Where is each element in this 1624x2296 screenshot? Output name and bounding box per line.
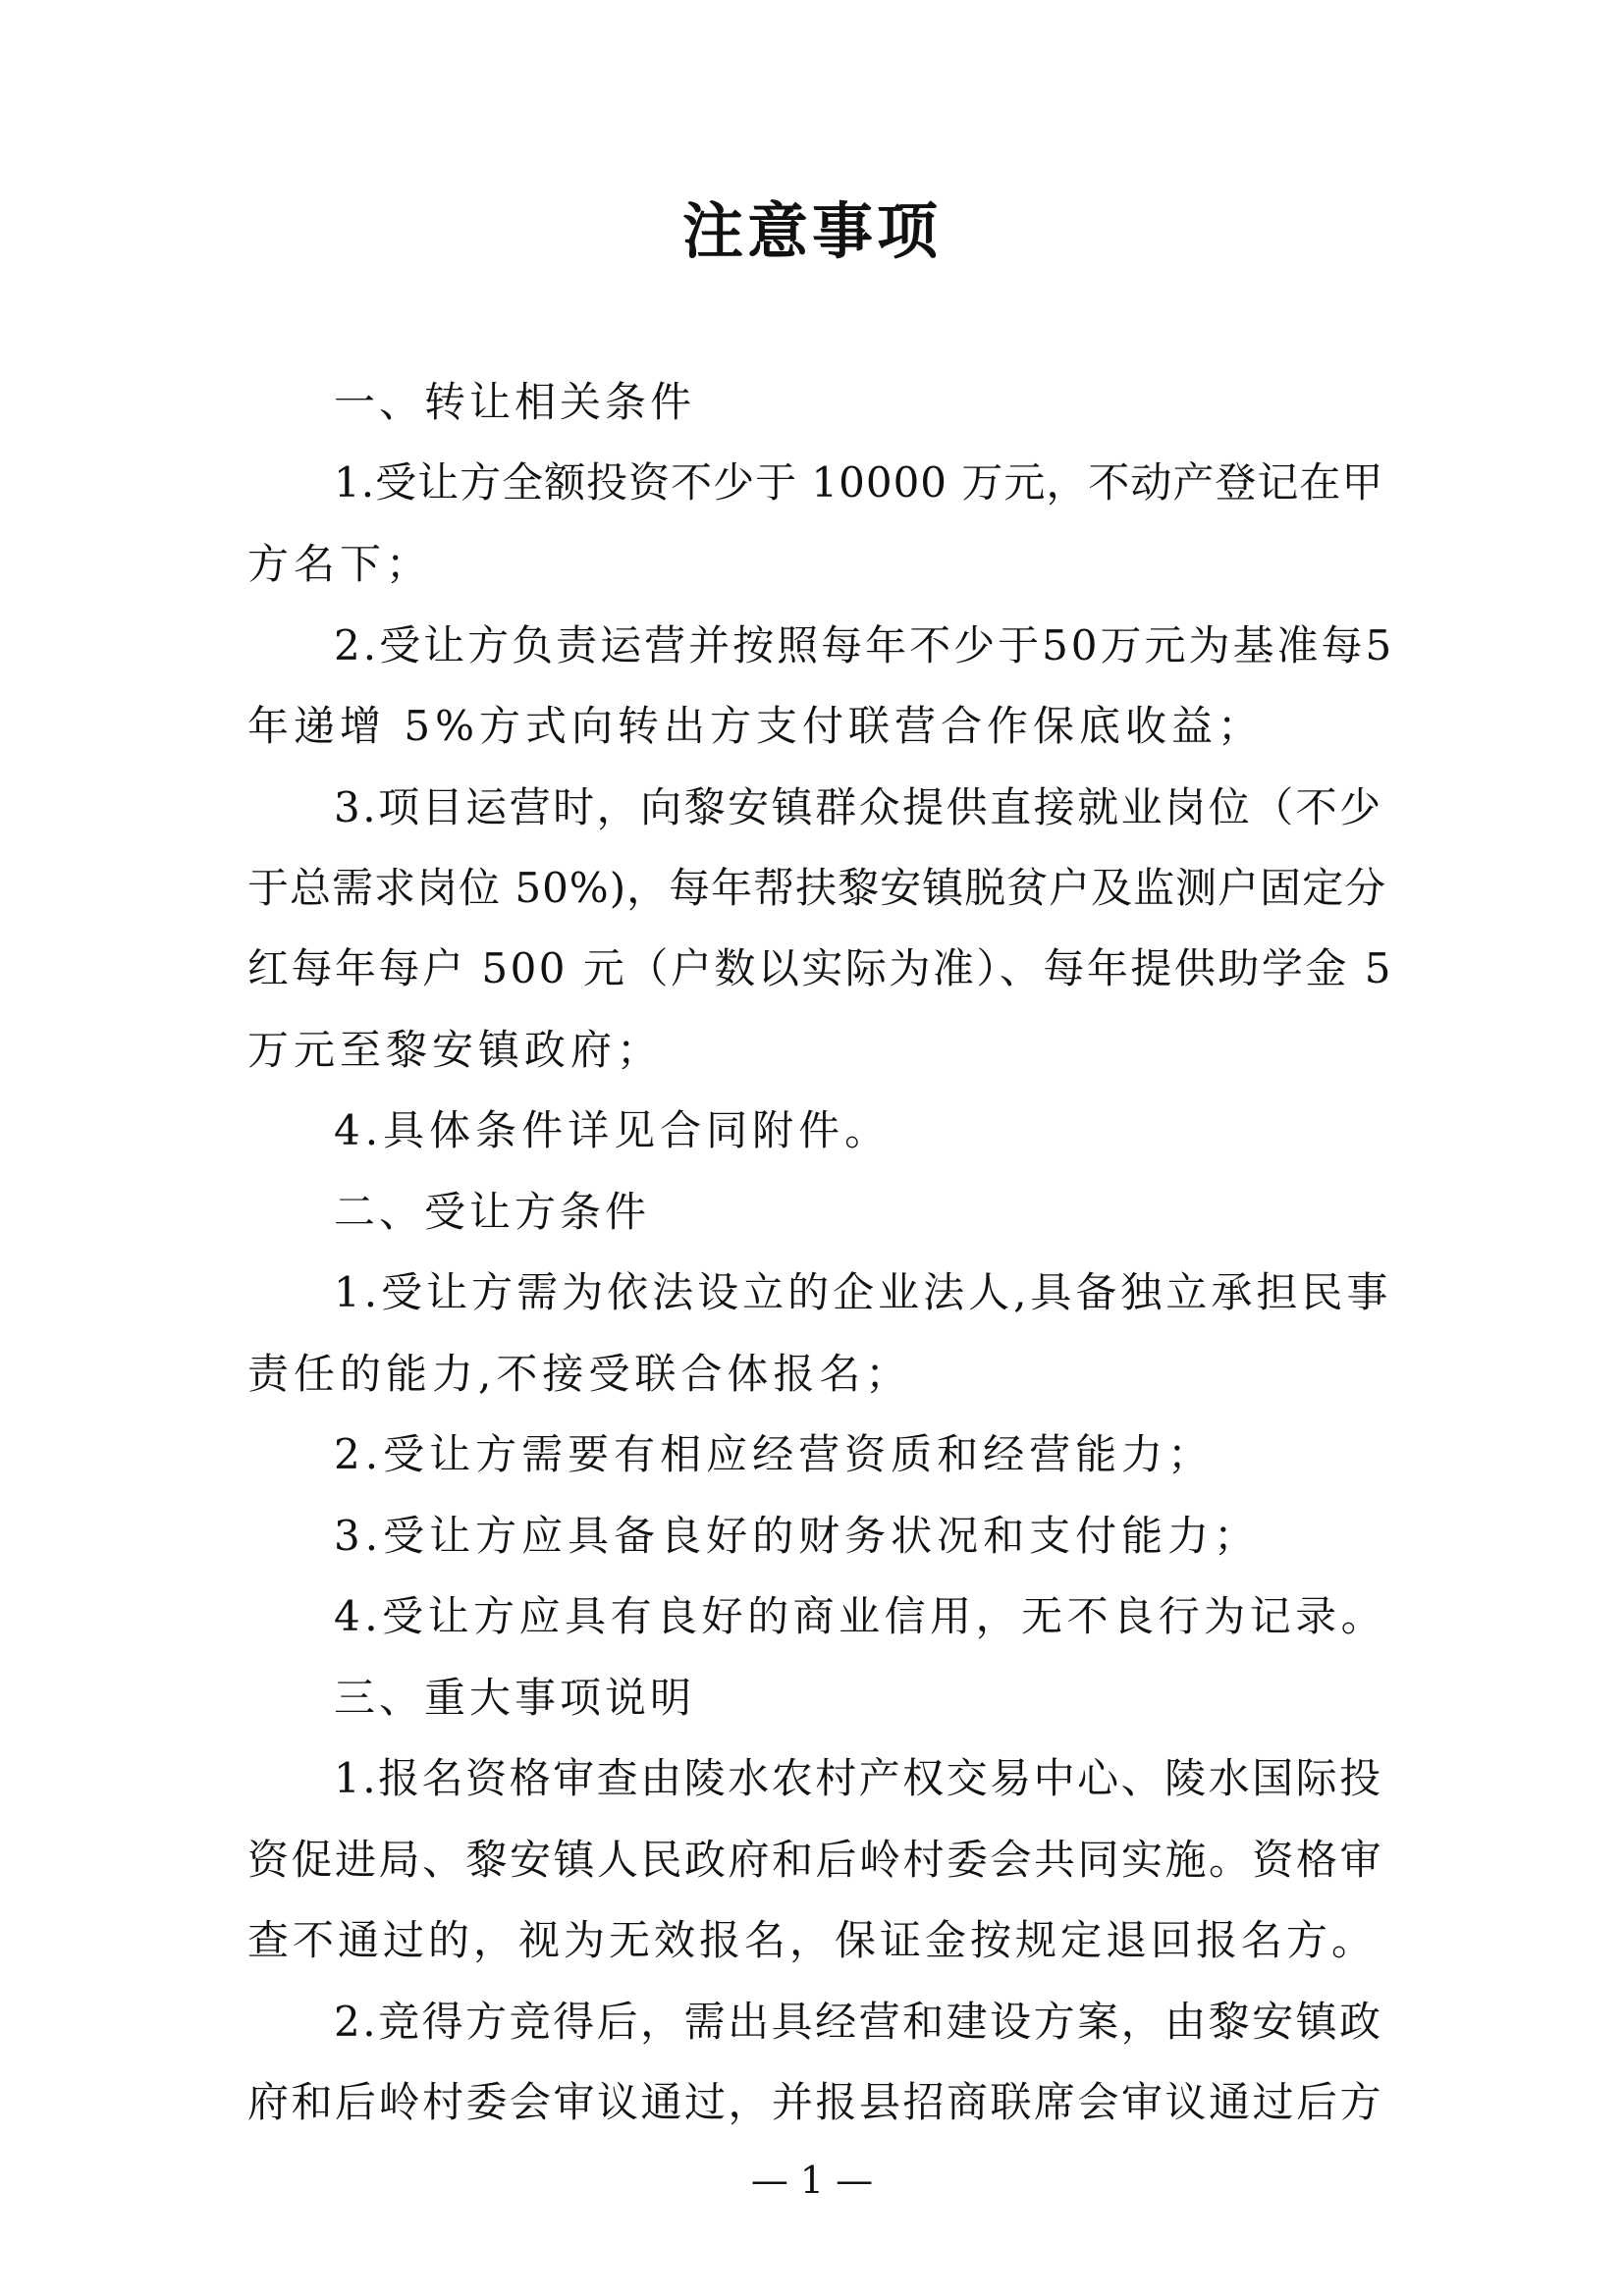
paragraph-line: 1.受让方全额投资不少于 10000 万元，不动产登记在甲 (334, 458, 1384, 507)
paragraph-line: 年递增 5%方式向转出方支付联营合作保底收益； (247, 702, 1264, 750)
paragraph-line: 1.报名资格审查由陵水农村产权交易中心、陵水国际投 (334, 1754, 1383, 1802)
page-number: — 1 — (750, 2159, 874, 2202)
section-heading-3: 三、重大事项说明 (334, 1674, 696, 1722)
paragraph-line: 4.受让方应具有良好的商业信用，无不良行为记录。 (334, 1592, 1387, 1640)
paragraph-line: 2.受让方需要有相应经营资质和经营能力； (334, 1430, 1215, 1478)
paragraph-line: 4.具体条件详见合同附件。 (334, 1106, 892, 1154)
paragraph-line: 方名下； (247, 540, 433, 588)
paragraph-line: 3.受让方应具备良好的财务状况和支付能力； (334, 1512, 1261, 1560)
paragraph-line: 2.受让方负责运营并按照每年不少于50万元为基准每5 (334, 621, 1395, 669)
page-title: 注意事项 (681, 195, 942, 267)
section-heading-2: 二、受让方条件 (334, 1188, 651, 1236)
paragraph-line: 府和后岭村委会审议通过，并报县招商联席会审议通过后方 (247, 2078, 1384, 2126)
paragraph-line: 查不通过的，视为无效报名，保证金按规定退回报名方。 (247, 1916, 1378, 1964)
paragraph-line: 万元至黎安镇政府； (247, 1026, 664, 1074)
paragraph-line: 责任的能力,不接受联合体报名； (247, 1350, 912, 1398)
paragraph-line: 红每年每户 500 元（户数以实际为准）、每年提供助学金 5 (247, 944, 1393, 992)
paragraph-line: 于总需求岗位 50%)，每年帮扶黎安镇脱贫户及监测户固定分 (247, 864, 1387, 912)
paragraph-line: 3.项目运营时，向黎安镇群众提供直接就业岗位（不少 (334, 783, 1383, 831)
paragraph-line: 2.竞得方竞得后，需出具经营和建设方案，由黎安镇政 (334, 1998, 1383, 2046)
section-heading-1: 一、转让相关条件 (334, 378, 696, 426)
paragraph-line: 1.受让方需为依法设立的企业法人,具备独立承担民事 (334, 1268, 1392, 1316)
paragraph-line: 资促进局、黎安镇人民政府和后岭村委会共同实施。资格审 (247, 1836, 1384, 1884)
